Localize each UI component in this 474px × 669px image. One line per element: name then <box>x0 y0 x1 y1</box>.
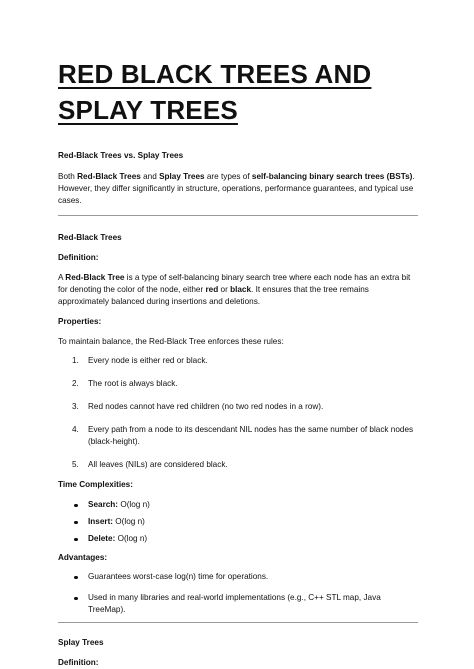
list-text: Every path from a node to its descendant NIL nodes has the same number of black nodes (black-height). <box>88 425 414 446</box>
op-name: Delete: <box>88 534 116 543</box>
bullet-icon <box>74 576 78 580</box>
def-text-2: is a type of self-balancing binary search tree where each node has an extra bit for denoting the color of the node, either <box>58 273 411 294</box>
definition-paragraph <box>58 272 418 308</box>
intro-bold-2: Splay Trees <box>159 172 205 181</box>
properties-intro: To maintain balance, the Red-Black Tree enforces these rules: <box>58 337 284 346</box>
list-item <box>58 378 418 390</box>
list-item <box>58 499 418 511</box>
def-text-1: A <box>58 273 66 282</box>
list-number: 4. <box>72 425 79 434</box>
list-item <box>58 592 418 616</box>
def-bold-3: black <box>230 285 252 294</box>
bullet-icon <box>74 521 78 525</box>
list-number: 1. <box>72 356 79 365</box>
subtitle: Red-Black Trees vs. Splay Trees <box>58 151 184 160</box>
document-title: RED BLACK TREES AND SPLAY TREES <box>58 59 372 125</box>
intro-bold-1: Red-Black Trees <box>77 172 141 181</box>
list-item <box>58 355 418 367</box>
bullet-icon <box>74 597 78 601</box>
intro-text-3: are types of <box>204 172 252 181</box>
advantage-text: Guarantees worst-case log(n) time for operations. <box>88 572 269 581</box>
intro-text-2: and <box>140 172 160 181</box>
advantage-text: Used in many libraries and real-world implementations (e.g., C++ STL map, Java TreeMap). <box>88 593 381 614</box>
op-value: O(log n) <box>118 500 150 509</box>
list-item <box>58 533 418 545</box>
list-item <box>58 401 418 413</box>
divider <box>58 622 418 623</box>
list-item <box>58 571 418 583</box>
list-text: The root is always black. <box>88 379 178 388</box>
intro-paragraph <box>58 171 418 207</box>
intro-text-4: . However, they differ significantly in structure, operations, performance guarantees, and typical use cases. <box>58 172 415 205</box>
op-value: O(log n) <box>113 517 145 526</box>
complexity-list <box>58 499 418 545</box>
list-text: Red nodes cannot have red children (no two red nodes in a row). <box>88 402 324 411</box>
def-bold-2: red <box>205 285 219 294</box>
list-number: 2. <box>72 379 79 388</box>
bullet-icon <box>74 538 78 542</box>
def-bold-1: Red-Black Tree <box>65 273 125 282</box>
advantages-list <box>58 571 418 616</box>
def-text-4: . It ensures that the tree remains approximately balanced during insertions and deletions. <box>58 285 369 306</box>
list-number: 3. <box>72 402 79 411</box>
section-heading-red-black: Red-Black Trees <box>58 233 122 242</box>
op-name: Insert: <box>88 517 114 526</box>
definition-label: Definition: <box>58 253 99 262</box>
rules-list <box>58 355 418 471</box>
list-item <box>58 459 418 471</box>
op-value: O(log n) <box>115 534 148 543</box>
time-complexities-label: Time Complexities: <box>58 480 133 489</box>
op-name: Search: <box>88 500 119 509</box>
list-text: Every node is either red or black. <box>88 356 208 365</box>
list-number: 5. <box>72 460 79 469</box>
divider <box>58 215 418 216</box>
intro-bold-3: self-balancing binary search trees (BSTs) <box>251 172 413 181</box>
list-item <box>58 424 418 448</box>
intro-text-1: Both <box>58 172 78 181</box>
bullet-icon <box>74 504 78 508</box>
list-item <box>58 516 418 528</box>
list-text: All leaves (NILs) are considered black. <box>88 460 228 469</box>
advantages-label: Advantages: <box>58 553 108 562</box>
def-text-3: or <box>218 285 231 294</box>
section-heading-splay: Splay Trees <box>58 638 104 647</box>
properties-label: Properties: <box>58 317 102 326</box>
definition-label: Definition: <box>58 658 99 667</box>
